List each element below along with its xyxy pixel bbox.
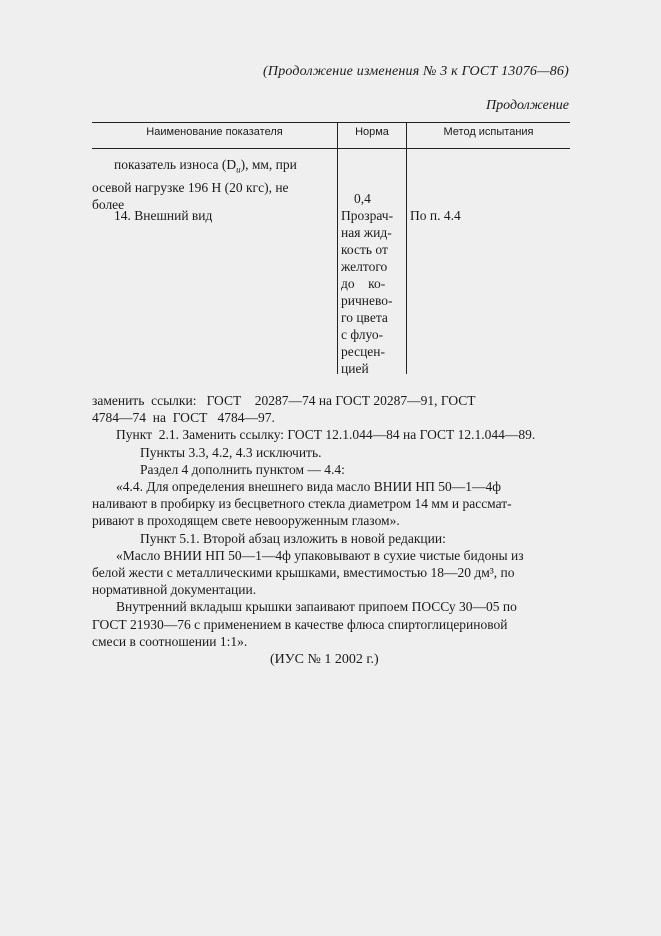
row1-norm: 0,4 bbox=[354, 191, 371, 206]
text-line: «Масло ВНИИ НП 50—1—4ф упаковывают в сухие чистые бидоны из bbox=[116, 547, 524, 563]
norm-line: ная жид- bbox=[341, 225, 392, 240]
text-line: наливают в пробирку из бесцветного стекла диаметром 14 мм и рассмат- bbox=[92, 496, 512, 512]
text-line: Пункты 3.3, 4.2, 4.3 исключить. bbox=[140, 444, 322, 460]
text-line: заменить ссылки: ГОСТ 20287—74 на ГОСТ 20287—91, ГОСТ bbox=[92, 393, 476, 408]
norm-line: цией bbox=[341, 361, 369, 376]
row2-norm bbox=[341, 207, 403, 377]
ius-reference: (ИУС № 1 2002 г.) bbox=[270, 652, 379, 667]
norm-line: Прозрач- bbox=[341, 208, 394, 223]
table-row bbox=[92, 156, 336, 213]
text-line: Внутренний вкладыш крышки запаивают припоем ПОССу 30—05 по bbox=[116, 599, 517, 615]
column-header-name: Наименование показателя bbox=[146, 126, 283, 138]
table-top-rule bbox=[92, 122, 570, 123]
paragraph-packaging bbox=[92, 547, 570, 599]
paragraph-liner bbox=[92, 598, 570, 650]
text-line: Раздел 4 дополнить пунктом — 4.4: bbox=[140, 461, 345, 477]
body-text bbox=[92, 392, 570, 650]
paragraph-section4 bbox=[92, 461, 570, 478]
paragraph-2-1 bbox=[92, 426, 570, 443]
norm-line: ричнево- bbox=[341, 293, 393, 308]
paragraph-5-1 bbox=[92, 530, 570, 547]
row2-name: 14. Внешний вид bbox=[114, 208, 213, 223]
table-header-rule bbox=[92, 148, 570, 149]
specification-table bbox=[92, 122, 570, 374]
text-line: белой жести с металлическими крышками, вместимостью 18—20 дм³, по bbox=[92, 565, 515, 581]
column-header-method: Метод испытания bbox=[443, 126, 534, 138]
row2-method: По п. 4.4 bbox=[410, 208, 461, 223]
norm-line: с флуо- bbox=[341, 327, 384, 342]
column-header-norm: Норма bbox=[355, 126, 389, 138]
paragraph-4-4 bbox=[92, 478, 570, 530]
row1-name-line2: осевой нагрузке 196 Н (20 кгс), не bbox=[92, 179, 289, 195]
row1-name-line3: более bbox=[92, 196, 125, 212]
amendment-header: (Продолжение изменения № 3 к ГОСТ 13076—86) bbox=[263, 64, 569, 79]
norm-line: желтого bbox=[341, 259, 388, 274]
table-col-divider-2 bbox=[406, 122, 407, 374]
text-line: нормативной документации. bbox=[92, 582, 257, 598]
text-line: ривают в проходящем свете невооруженным глазом». bbox=[92, 513, 400, 529]
text-line: Пункт 2.1. Заменить ссылку: ГОСТ 12.1.044—84 на ГОСТ 12.1.044—89. bbox=[116, 427, 536, 443]
norm-line: ресцен- bbox=[341, 344, 386, 359]
paragraph-exclude bbox=[92, 444, 570, 461]
text-line: смеси в соотношении 1:1». bbox=[92, 633, 248, 649]
paragraph-references bbox=[92, 392, 570, 426]
norm-line: кость от bbox=[341, 242, 388, 257]
row1-name-line1: показатель износа $(D_и)$, мм, при bbox=[114, 157, 297, 175]
text-line: «4.4. Для определения внешнего вида масло ВНИИ НП 50—1—4ф bbox=[116, 479, 501, 495]
text-line: ГОСТ 21930—76 с применением в качестве флюса спиртоглицериновой bbox=[92, 616, 508, 632]
continuation-label: Продолжение bbox=[486, 98, 569, 113]
text-line: 4784—74 на ГОСТ 4784—97. bbox=[92, 410, 275, 426]
text-line: Пункт 5.1. Второй абзац изложить в новой редакции: bbox=[140, 530, 446, 546]
norm-line: го цвета bbox=[341, 310, 388, 325]
norm-line: до ко- bbox=[341, 276, 386, 291]
table-col-divider-1 bbox=[337, 122, 338, 374]
